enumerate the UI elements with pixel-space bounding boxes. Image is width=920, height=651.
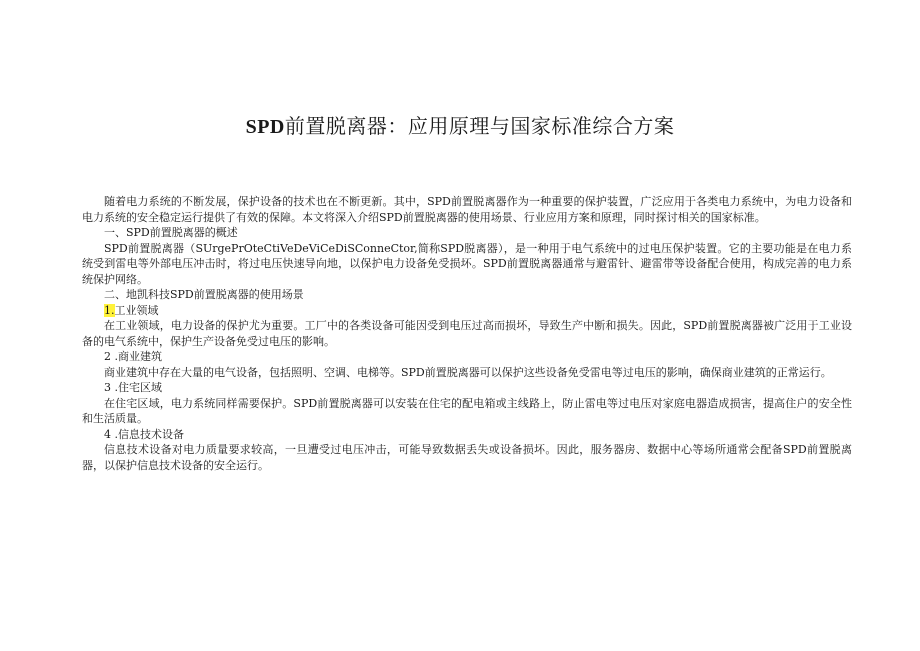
item-1-label: 工业领域 <box>114 303 159 317</box>
item-2-paragraph: 商业建筑中存在大量的电气设备，包括照明、空调、电梯等。SPD前置脱离器可以保护这些设备免受雷电等过电压的影响，确保商业建筑的正常运行。 <box>104 365 832 379</box>
section-1-heading: 一、SPD前置脱离器的概述 <box>104 226 238 239</box>
intro-paragraph: 随着电力系统的不断发展，保护设备的技术也在不断更新。其中，SPD前置脱离器作为一种重要的保护装置，广泛应用于各类电力系统中，为电力设备和电力系统的安全稳定运行提供了有效的保障。本文将深入介绍SPD前置脱离器的使用场景、行业应用方案和原理，同时探讨相关的国家标准。 <box>82 195 852 224</box>
item-2-number: 2 <box>104 350 111 363</box>
item-2-label: .商业建筑 <box>114 350 162 363</box>
highlighted-number: 1. <box>104 303 115 317</box>
item-4-number: 4 <box>104 427 111 441</box>
item-3-paragraph: 在住宅区域，电力系统同样需要保护。SPD前置脱离器可以安装在住宅的配电箱或主线路上，防止雷电等过电压对家庭电器造成损害，提高住户的安全性和生活质量。 <box>82 396 852 425</box>
title-rest: 前置脱离器：应用原理与国家标准综合方案 <box>284 114 675 138</box>
section-1-paragraph: SPD前置脱离器（SUrgePrOteCtiVeDeViCeDiSConneCtor,简称SPD脱离器），是一种用于电气系统中的过电压保护装置。它的主要功能是在电力系统受到雷电等外部电压冲击时，将过电压快速导向地，以保护电力设备免受损坏。SPD前置脱离器通常与避雷针、避雷带等设备配合使用，构成完善的电力系统保护网络。 <box>82 241 852 286</box>
document-body <box>82 194 852 473</box>
item-3-heading <box>82 380 852 396</box>
item-1-heading <box>82 303 852 319</box>
document-title <box>0 112 920 141</box>
item-4-heading <box>82 427 852 443</box>
item-1-paragraph: 在工业领域，电力设备的保护尤为重要。工厂中的各类设备可能因受到电压过高而损坏，导致生产中断和损失。因此，SPD前置脱离器被广泛用于工业设备的电气系统中，保护生产设备免受过电压的影响。 <box>82 319 852 348</box>
section-2-heading: 二、地凯科技SPD前置脱离器的使用场景 <box>104 288 304 301</box>
item-4-paragraph: 信息技术设备对电力质量要求较高，一旦遭受过电压冲击，可能导致数据丢失或设备损坏。因此，服务器房、数据中心等场所通常会配备SPD前置脱离器，以保护信息技术设备的安全运行。 <box>82 443 852 472</box>
item-4-label: .信息技术设备 <box>114 427 184 441</box>
item-2-heading <box>82 349 852 365</box>
item-3-number: 3 <box>104 381 111 394</box>
title-lead: SPD <box>245 116 285 138</box>
item-3-label: .住宅区域 <box>114 381 162 394</box>
